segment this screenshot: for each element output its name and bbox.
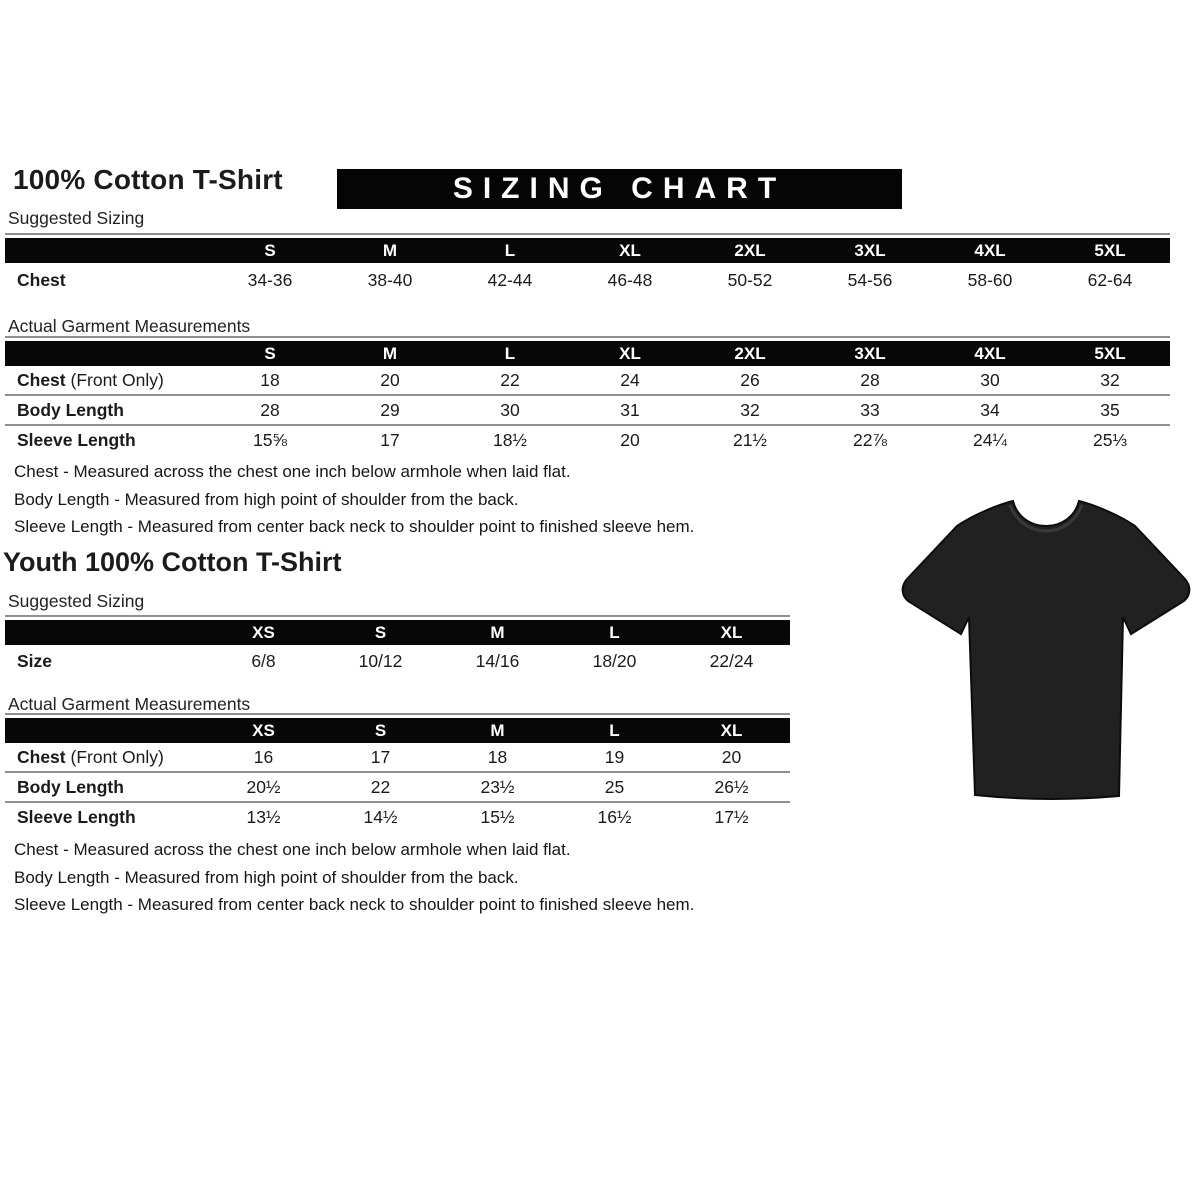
adult-suggested-sizing-label: Suggested Sizing bbox=[8, 208, 145, 228]
size-column-header: 5XL bbox=[1094, 240, 1126, 260]
measurement-value-cell: 18 bbox=[260, 369, 280, 390]
row-label: Chest (Front Only) bbox=[17, 369, 164, 390]
size-column-header: M bbox=[490, 622, 505, 642]
note-line: Body Length - Measured from high point of shoulder from the back. bbox=[14, 489, 519, 509]
note-line: Sleeve Length - Measured from center back neck to shoulder point to finished sleeve hem. bbox=[14, 517, 695, 536]
measurement-value-cell: 17 bbox=[380, 429, 400, 450]
measurement-value-cell: 32 bbox=[1100, 369, 1120, 390]
measurement-value-cell: 50-52 bbox=[727, 269, 773, 290]
size-column-header: M bbox=[382, 343, 398, 363]
size-column-header: S bbox=[374, 720, 387, 740]
measurement-value-cell: 22 bbox=[370, 776, 391, 797]
adult-actual-measurements-table bbox=[5, 336, 1170, 454]
size-column-header: XS bbox=[252, 720, 275, 740]
tshirt-silhouette bbox=[903, 501, 1190, 799]
measurement-value-cell: 25 bbox=[604, 776, 625, 797]
row-label: Chest (Front Only) bbox=[17, 746, 164, 767]
table-row bbox=[5, 263, 1170, 297]
measurement-value-cell: 25⅓ bbox=[1092, 429, 1128, 450]
measurement-value-cell: 42-44 bbox=[487, 269, 533, 290]
size-column-header: L bbox=[504, 240, 516, 260]
size-column-header: M bbox=[382, 240, 398, 260]
row-label: Body Length bbox=[17, 399, 124, 420]
measurement-value-cell: 34-36 bbox=[247, 269, 293, 290]
tshirt-photo bbox=[893, 478, 1198, 810]
measurement-value-cell: 24 bbox=[620, 369, 640, 390]
row-label: Sleeve Length bbox=[17, 806, 136, 827]
size-column-header: 2XL bbox=[734, 343, 766, 363]
table-row bbox=[5, 366, 1170, 394]
size-column-header: L bbox=[609, 720, 620, 740]
adult-suggested-sizing-table bbox=[5, 233, 1170, 297]
row-label: Chest bbox=[17, 269, 66, 290]
table-row bbox=[5, 424, 1170, 454]
measurement-value-cell: 15½ bbox=[480, 806, 515, 827]
measurement-value-cell: 14½ bbox=[363, 806, 398, 827]
measurement-value-cell: 10/12 bbox=[358, 650, 403, 671]
measurement-value-cell: 46-48 bbox=[607, 269, 653, 290]
measurement-value-cell: 22/24 bbox=[709, 650, 754, 671]
measurement-value-cell: 30 bbox=[980, 369, 1000, 390]
youth-suggested-sizing-table bbox=[5, 615, 790, 677]
measurement-value-cell: 16 bbox=[253, 746, 274, 767]
measurement-value-cell: 33 bbox=[860, 399, 880, 420]
table-row bbox=[5, 771, 790, 801]
measurement-value-cell: 15⅝ bbox=[252, 429, 288, 450]
measurement-value-cell: 20 bbox=[380, 369, 400, 390]
measurement-value-cell: 22 bbox=[500, 369, 520, 390]
adult-measurement-notes bbox=[14, 463, 834, 546]
measurement-value-cell: 31 bbox=[620, 399, 640, 420]
size-column-header: L bbox=[609, 622, 620, 642]
measurement-value-cell: 26½ bbox=[714, 776, 749, 797]
measurement-value-cell: 35 bbox=[1100, 399, 1120, 420]
measurement-value-cell: 23½ bbox=[480, 776, 515, 797]
size-column-header: M bbox=[490, 720, 505, 740]
measurement-value-cell: 18/20 bbox=[592, 650, 637, 671]
table-row bbox=[5, 743, 790, 771]
size-column-header: S bbox=[264, 240, 276, 260]
sizing-chart-banner-text: SIZING CHART bbox=[452, 172, 787, 205]
measurement-value-cell: 18 bbox=[487, 746, 508, 767]
youth-section-title: Youth 100% Cotton T-Shirt bbox=[3, 547, 342, 577]
note-line: Chest - Measured across the chest one inch below armhole when laid flat. bbox=[14, 840, 571, 859]
measurement-value-cell: 17 bbox=[370, 746, 391, 767]
measurement-value-cell: 28 bbox=[860, 369, 880, 390]
size-column-header: XS bbox=[252, 622, 275, 642]
measurement-value-cell: 28 bbox=[260, 399, 280, 420]
measurement-value-cell: 30 bbox=[500, 399, 520, 420]
measurement-value-cell: 14/16 bbox=[475, 650, 520, 671]
size-column-header: 4XL bbox=[974, 240, 1006, 260]
table-header-row bbox=[5, 620, 790, 645]
measurement-value-cell: 20½ bbox=[246, 776, 281, 797]
measurement-value-cell: 54-56 bbox=[847, 269, 893, 290]
measurement-value-cell: 21½ bbox=[732, 429, 768, 450]
table-row bbox=[5, 394, 1170, 424]
adult-section-title: 100% Cotton T-Shirt bbox=[13, 164, 283, 195]
size-column-header: XL bbox=[619, 343, 641, 363]
size-column-header: 5XL bbox=[1094, 343, 1126, 363]
measurement-value-cell: 20 bbox=[721, 746, 742, 767]
measurement-value-cell: 20 bbox=[620, 429, 640, 450]
youth-suggested-sizing-label: Suggested Sizing bbox=[8, 591, 145, 611]
measurement-value-cell: 32 bbox=[740, 399, 760, 420]
size-column-header: XL bbox=[619, 240, 641, 260]
measurement-value-cell: 34 bbox=[980, 399, 1000, 420]
youth-actual-measurements-table bbox=[5, 713, 790, 831]
black-tshirt-image bbox=[893, 478, 1198, 810]
measurement-value-cell: 58-60 bbox=[967, 269, 1013, 290]
size-column-header: L bbox=[504, 343, 516, 363]
size-column-header: S bbox=[374, 622, 387, 642]
measurement-value-cell: 16½ bbox=[597, 806, 632, 827]
measurement-value-cell: 19 bbox=[604, 746, 625, 767]
size-column-header: 3XL bbox=[854, 240, 886, 260]
measurement-value-cell: 62-64 bbox=[1087, 269, 1133, 290]
note-line: Body Length - Measured from high point of shoulder from the back. bbox=[14, 867, 519, 887]
table-header-row bbox=[5, 718, 790, 743]
measurement-value-cell: 13½ bbox=[246, 806, 281, 827]
measurement-value-cell: 6/8 bbox=[251, 650, 276, 671]
youth-measurement-notes bbox=[14, 841, 834, 924]
sizing-chart-banner bbox=[337, 169, 902, 209]
table-row bbox=[5, 645, 790, 677]
measurement-value-cell: 17½ bbox=[714, 806, 749, 827]
measurement-value-cell: 29 bbox=[380, 399, 400, 420]
size-column-header: XL bbox=[720, 622, 743, 642]
table-header-row bbox=[5, 341, 1170, 366]
row-label: Sleeve Length bbox=[17, 429, 136, 450]
measurement-value-cell: 24¼ bbox=[972, 429, 1008, 450]
measurement-value-cell: 26 bbox=[740, 369, 760, 390]
adult-actual-measurements-label: Actual Garment Measurements bbox=[8, 316, 251, 336]
table-row bbox=[5, 801, 790, 831]
measurement-value-cell: 38-40 bbox=[367, 269, 413, 290]
youth-actual-measurements-label: Actual Garment Measurements bbox=[8, 694, 251, 714]
size-column-header: XL bbox=[720, 720, 743, 740]
size-column-header: 2XL bbox=[734, 240, 766, 260]
measurement-value-cell: 22⅞ bbox=[852, 429, 888, 450]
table-header-row bbox=[5, 238, 1170, 263]
row-label: Body Length bbox=[17, 776, 124, 797]
size-column-header: 4XL bbox=[974, 343, 1006, 363]
measurement-value-cell: 18½ bbox=[492, 429, 528, 450]
note-line: Sleeve Length - Measured from center back neck to shoulder point to finished sleeve hem. bbox=[14, 895, 695, 914]
note-line: Chest - Measured across the chest one inch below armhole when laid flat. bbox=[14, 462, 571, 481]
size-column-header: S bbox=[264, 343, 276, 363]
size-column-header: 3XL bbox=[854, 343, 886, 363]
row-label: Size bbox=[17, 650, 53, 671]
